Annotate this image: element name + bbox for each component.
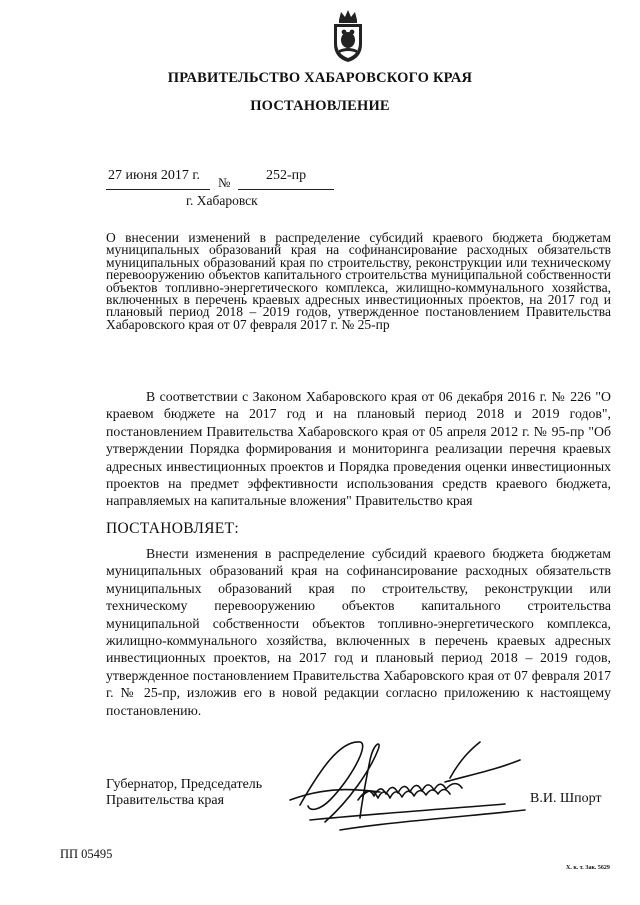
signatory-position-line2: Правительства края (106, 793, 225, 808)
print-code: Х. к. т. Зак. 5629 (566, 865, 610, 871)
date-underline (106, 189, 210, 190)
decision-paragraph: Внести изменения в распределение субсидий краевого бюджета бюджетам муниципальных образований края на софинансирование расходных обязательств муниципальных образований края по строительству, реконструкции или техническому перевооружению объектов капитального строительства муниципальной собственности объектов топливно-энергетического комплекса, жилищно-коммунального хозяйства, включенных в перечень краевых адресных инвестиционных проектов, на 2017 год и плановый период 2018 – 2019 годов, утвержденное постановлением Правительства Хабаровского края от 07 февраля 2017 г. № 25-пр, изложив его в новой редакции согласно приложению к настоящему постановлению. (106, 546, 611, 718)
document-type-title: ПОСТАНОВЛЕНИЕ (250, 98, 390, 114)
decree-word: ПОСТАНОВЛЯЕТ: (106, 520, 239, 537)
document-number: 252-пр (266, 168, 307, 183)
number-underline (238, 189, 334, 190)
number-sign: № (218, 175, 231, 190)
document-subject: О внесении изменений в распределение субсидий краевого бюджета бюджетам муниципальных образований края на софинансирование расходных обязательств муниципальных образований края по строительству, реконструкции или техническому перевооружению объектов капитального строительства муниципальной собственности объектов топливно-энергетического комплекса, жилищно-коммунального хозяйства, включенных в перечень краевых адресных инвестиционных проектов, на 2017 год и плановый период 2018 – 2019 годов, утвержденное постановлением Правительства Хабаровского края от 07 февраля 2017 г. № 25-пр (106, 230, 611, 332)
signatory-name: В.И. Шпорт (530, 791, 602, 806)
signatory-position-line1: Губернатор, Председатель (106, 777, 263, 792)
khabarovsk-coat-of-arms-icon (330, 8, 366, 64)
document-code: ПП 05495 (60, 847, 113, 861)
decision-block (106, 545, 611, 719)
government-title: ПРАВИТЕЛЬСТВО ХАБАРОВСКОГО КРАЯ (167, 70, 473, 86)
handwritten-signature-icon (270, 730, 540, 840)
document-date: 27 июня 2017 г. (108, 168, 201, 183)
preamble-block (106, 388, 611, 510)
preamble-paragraph: В соответствии с Законом Хабаровского края от 06 декабря 2016 г. № 226 "О краевом бюджете на 2017 год и на плановый период 2018 и 2019 годов", постановлением Правительства Хабаровского края от 05 апреля 2012 г. № 95-пр "Об утверждении Порядка формирования и мониторинга реализации перечня краевых адресных инвестиционных проектов и Порядка проведения оценки инвестиционных проектов на предмет эффективности использования средств краевого бюджета, направляемых на капитальные вложения" Правительство края (106, 389, 611, 509)
document-city: г. Хабаровск (186, 193, 258, 208)
